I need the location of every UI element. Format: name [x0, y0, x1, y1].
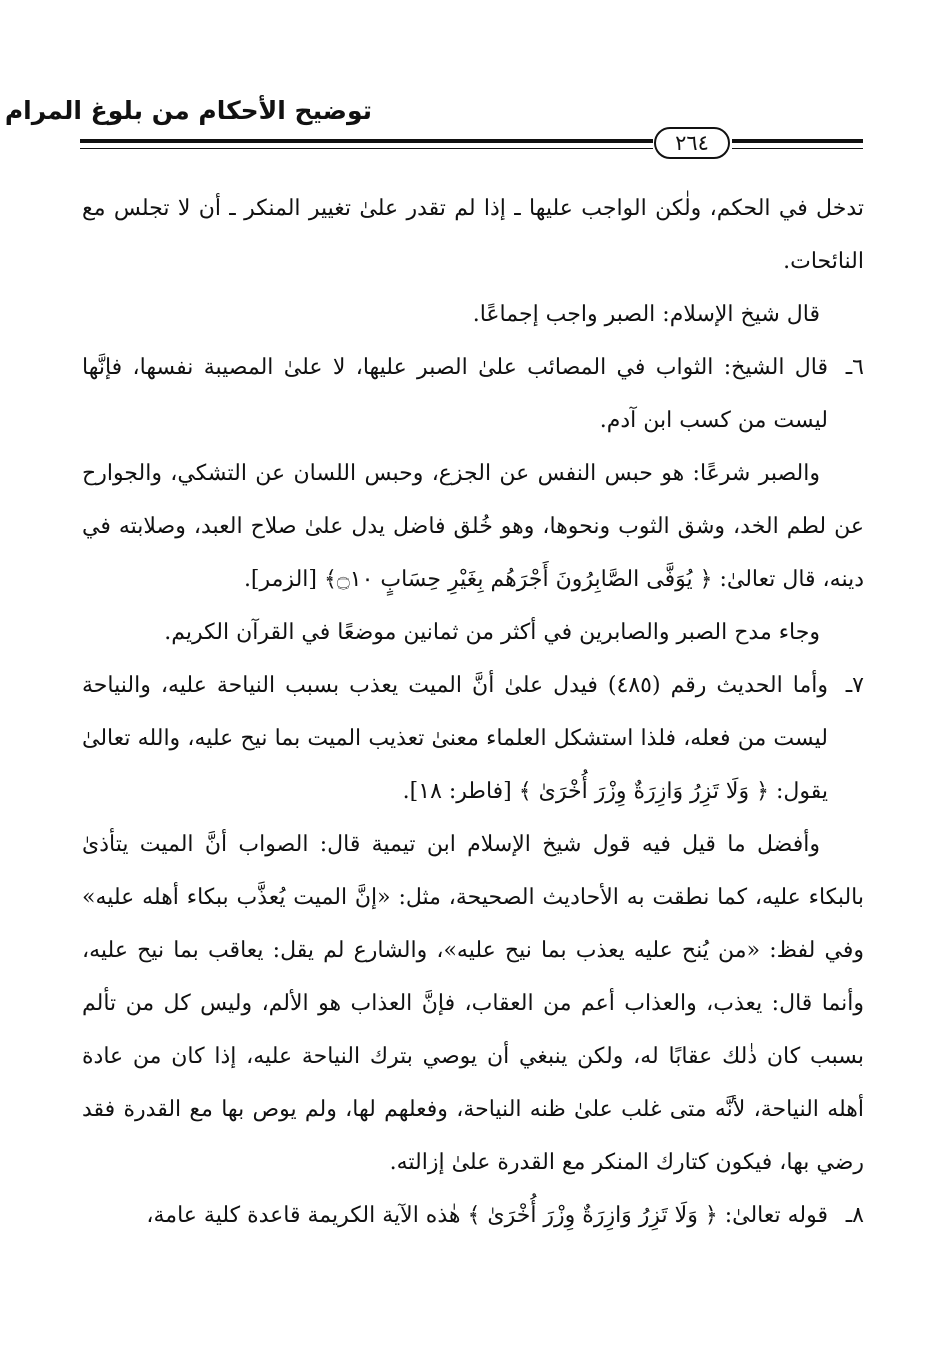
paragraph-text: وأفضل ما قيل فيه قول شيخ الإسلام ابن تيمية قال: الصواب أنَّ الميت يتأذىٰ بالبكاء عليه، كما نطقت به الأحاديث الصحيحة، مثل: «إنَّ الميت يُعذَّب ببكاء أهله عليه» وفي لفظ: «من يُنح عليه يعذب بما نيح عليه»، والشارع لم يقل: يعاقب بما نيح عليه، وأنما قال: يعذب، والعذاب أعم من العقاب، فإنَّ العذاب هو الألم، وليس كل من تألم بسبب كان ذٰلك عقابًا له، ولكن ينبغي أن يوصي بترك النياحة عليه، إذا كان من عادة أهله النياحة، لأنَّه متى غلب علىٰ ظنه النياحة، وفعلهم لها، ولم يوص بها مع القدرة فقد رضي بها، فيكون كتارك المنكر مع القدرة علىٰ إزالته. — [82, 832, 864, 1175]
page-number: ٢٦٤ — [654, 127, 730, 159]
numbered-paragraph — [82, 341, 864, 447]
paragraph-number: ٧ـ — [845, 673, 864, 698]
paragraph — [82, 818, 864, 1189]
header-rule-right — [732, 139, 863, 143]
paragraph-text: قال الشيخ: الثواب في المصائب علىٰ الصبر عليها، لا علىٰ المصيبة نفسها، فإنَّها ليست من كسب ابن آدم. — [82, 355, 828, 433]
paragraph-text: والصبر شرعًا: هو حبس النفس عن الجزع، وحبس اللسان عن التشكي، والجوارح عن لطم الخد، وشق الثوب ونحوها، وهو خُلق فاضل يدل علىٰ صلاح العبد، وصلابته في دينه، قال تعالىٰ: ﴿ يُوَفَّى الصَّابِرُونَ أَجْرَهُم بِغَيْرِ حِسَابٍ ۝١٠﴾ [الزمر]. — [82, 461, 864, 592]
paragraph — [82, 182, 864, 288]
header-rule-left — [80, 139, 653, 143]
paragraph — [82, 447, 864, 606]
paragraph-text: قال شيخ الإسلام: الصبر واجب إجماعًا. — [472, 302, 820, 327]
header-rule-right-thin — [732, 148, 863, 149]
paragraph — [82, 288, 864, 341]
paragraph-text: قوله تعالىٰ: ﴿ وَلَا تَزِرُ وَازِرَةٌ وِزْرَ أُخْرَىٰ ﴾ هٰذه الآية الكريمة قاعدة كلية عامة، — [146, 1203, 828, 1228]
numbered-paragraph — [82, 659, 864, 818]
paragraph-number: ٦ـ — [845, 355, 864, 380]
running-title: توضيح الأحكام من بلوغ المرام — [4, 96, 372, 125]
paragraph-text: وأما الحديث رقم (٤٨٥) فيدل علىٰ أنَّ الميت يعذب بسبب النياحة عليه، والنياحة ليست من فعله، فلذا استشكل العلماء معنىٰ تعذيب الميت بما نيح عليه، والله تعالىٰ يقول: ﴿ وَلَا تَزِرُ وَازِرَةٌ وِزْرَ أُخْرَىٰ ﴾ [فاطر: ١٨]. — [82, 673, 828, 804]
paragraph-number: ٨ـ — [845, 1203, 864, 1228]
paragraph-text: وجاء مدح الصبر والصابرين في أكثر من ثمانين موضعًا في القرآن الكريم. — [164, 620, 820, 645]
numbered-paragraph — [82, 1189, 864, 1242]
body-text — [82, 182, 864, 1242]
paragraph-text: تدخل في الحكم، ولٰكن الواجب عليها ـ إذا لم تقدر علىٰ تغيير المنكر ـ أن لا تجلس مع النائحات. — [82, 196, 864, 274]
paragraph — [82, 606, 864, 659]
header-rule-left-thin — [80, 148, 653, 149]
